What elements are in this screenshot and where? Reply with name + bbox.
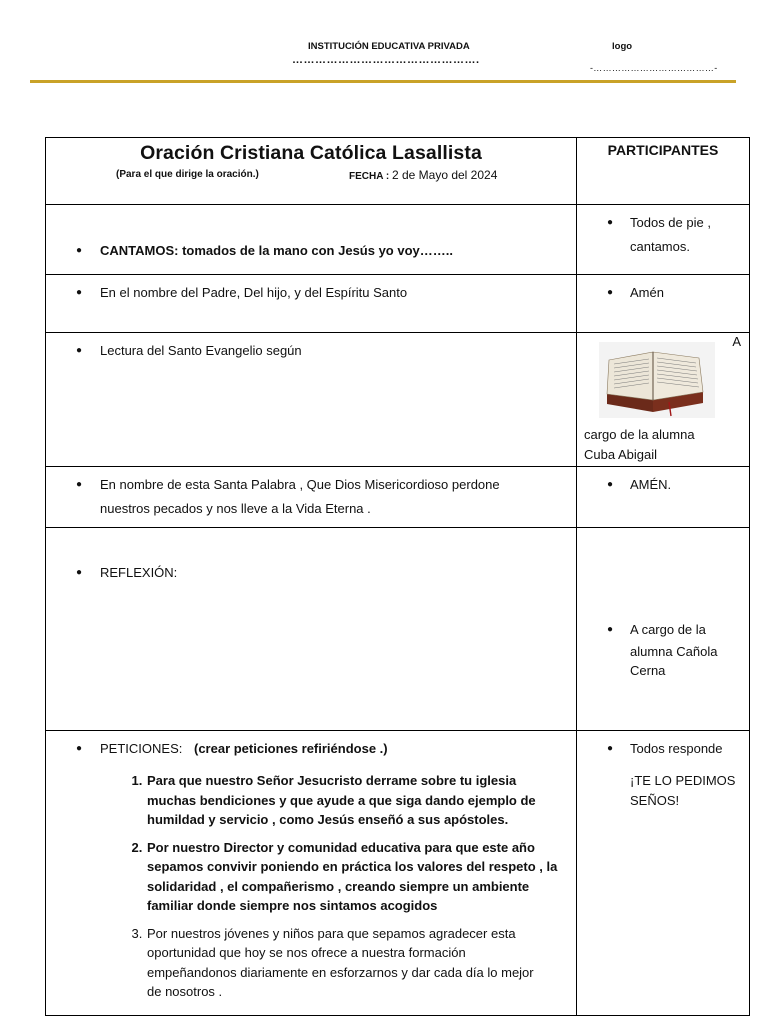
petition-line: 3. Por nuestros jóvenes y niños para que sepamos agradecer esta	[147, 925, 516, 941]
row-left-cell	[46, 731, 577, 1016]
table-row	[46, 528, 750, 731]
petition-line: muchas bendiciones y que ayude a que siga dando ejemplo de	[147, 792, 536, 808]
participant-text: ● A cargo de la	[630, 622, 706, 637]
forgiveness-text: nuestros pecados y nos lleve a la Vida Eterna .	[100, 501, 371, 516]
participant-text: cantamos.	[630, 239, 690, 254]
date-value: 2 de Mayo del 2024	[391, 168, 498, 182]
subtitle-line	[46, 165, 576, 191]
row-right-cell	[577, 205, 750, 275]
participant-text: Cuba Abigail	[584, 447, 657, 462]
title-row	[46, 138, 750, 205]
song-item: ● CANTAMOS: tomados de la mano con Jesús yo voy……..	[46, 239, 576, 263]
participant-text: ¡TE LO PEDIMOS	[630, 773, 736, 788]
row-right-cell	[577, 467, 750, 528]
participant-text: A	[732, 334, 741, 349]
prayer-table	[45, 137, 750, 1016]
participant-item	[577, 211, 749, 259]
table-row	[46, 333, 750, 467]
header-rule	[30, 80, 736, 83]
participant-item	[577, 619, 749, 679]
row-right-cell	[577, 275, 750, 333]
list-item	[146, 838, 576, 916]
participant-item: ● Amén	[577, 281, 749, 305]
logo-dotted-line: -…………………………………-	[590, 63, 718, 73]
petitions-label: PETICIONES:	[100, 741, 183, 756]
table-row	[46, 467, 750, 528]
participants-header-cell	[577, 138, 750, 205]
petition-line: familiar donde siempre nos sintamos acogidos	[147, 898, 438, 913]
participant-text: alumna Cañola	[630, 644, 718, 659]
petition-line: 2. Por nuestro Director y comunidad educativa para que este año	[147, 839, 535, 855]
petitions-item	[46, 737, 576, 761]
response-text	[577, 771, 749, 811]
participant-text: Cerna	[630, 663, 666, 678]
petitions-note: (crear peticiones refiriéndose .)	[193, 741, 388, 756]
petition-line: 1. Para que nuestro Señor Jesucristo derrame sobre tu iglesia	[147, 773, 517, 788]
petition-line: de nosotros .	[147, 984, 223, 999]
forgiveness-item	[46, 473, 576, 521]
participant-item: ● Todos responde	[577, 737, 749, 761]
table-row	[46, 275, 750, 333]
participant-item	[577, 425, 749, 465]
participant-item: ● AMÉN.	[577, 473, 749, 497]
row-left-cell	[46, 275, 577, 333]
row-right-cell	[577, 731, 750, 1016]
row-left-cell	[46, 467, 577, 528]
subtitle: (Para el que dirige la oración.)	[116, 169, 259, 180]
row-right-cell	[577, 528, 750, 731]
petition-line: solidaridad , el compañerismo , creando siempre un ambiente	[147, 878, 530, 894]
open-bible-image	[599, 342, 715, 418]
institution-name: INSTITUCIÓN EDUCATIVA PRIVADA	[308, 41, 470, 52]
date-field	[349, 168, 497, 182]
petition-line: oportunidad que hoy se nos ofrece a nuestra formación	[147, 945, 466, 960]
institution-dotted-line: ………………………………………….	[292, 54, 480, 66]
forgiveness-text: ● En nombre de esta Santa Palabra , Que Dios Misericordioso perdone	[100, 477, 500, 492]
petitions-list	[46, 771, 576, 1002]
participants-header: PARTICIPANTES	[607, 142, 719, 158]
title-cell	[46, 138, 577, 205]
petition-line: empeñandonos diariamente en esforzarnos y dar cada día lo mejor	[147, 964, 534, 980]
date-label: FECHA :	[349, 171, 390, 182]
gospel-item: ● Lectura del Santo Evangelio según	[46, 339, 576, 363]
petition-line: sepamos convivir poniendo en práctica los valores del respeto , la	[147, 859, 558, 874]
participant-text: cargo de la alumna	[584, 427, 695, 442]
row-right-cell	[577, 333, 750, 467]
list-item	[146, 924, 576, 1002]
reflection-item: ● REFLEXIÓN:	[46, 561, 576, 585]
table-row	[46, 731, 750, 1016]
page-title: Oración Cristiana Católica Lasallista	[140, 142, 482, 164]
row-left-cell	[46, 333, 577, 467]
participant-text: ● Todos de pie ,	[630, 215, 711, 230]
table-row	[46, 205, 750, 275]
logo-placeholder: logo	[612, 41, 633, 52]
sign-of-cross-item: ● En el nombre del Padre, Del hijo, y del Espíritu Santo	[46, 281, 576, 305]
row-left-cell	[46, 205, 577, 275]
petition-line: humildad y servicio , como Jesús enseñó a sus apóstoles.	[147, 812, 509, 827]
participant-text: SEÑOS!	[630, 793, 680, 808]
row-left-cell	[46, 528, 577, 731]
list-item	[146, 771, 576, 830]
